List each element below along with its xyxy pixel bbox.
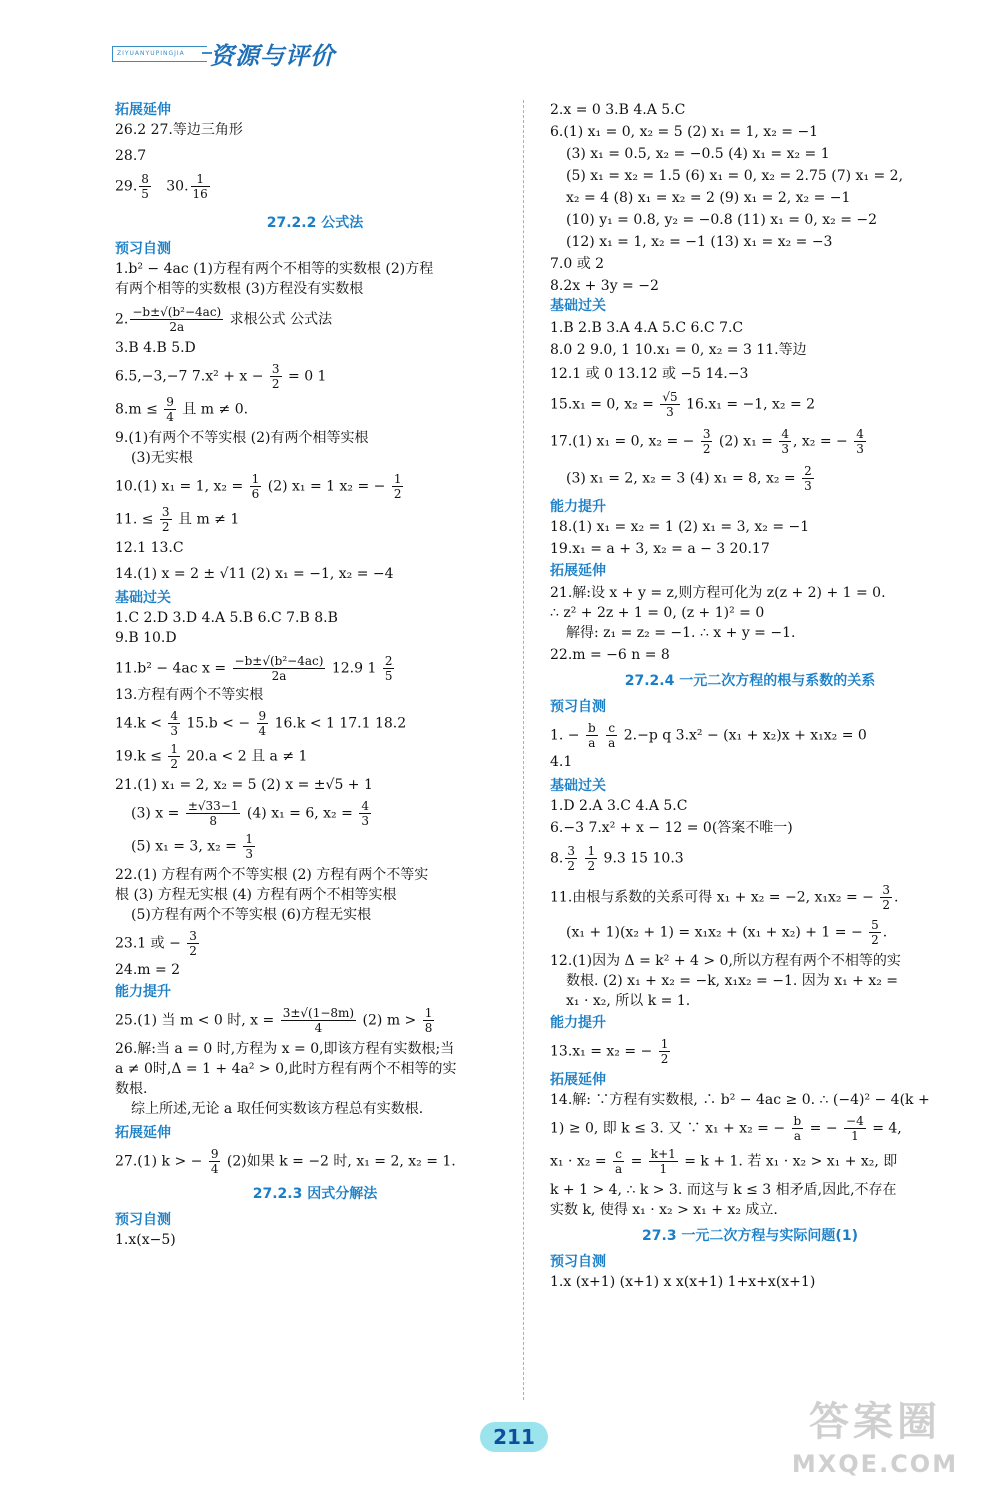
answer-line: 数根. (2) x₁ + x₂ = −k, x₁x₂ = −1. 因为 x₁ + x₂ =	[566, 973, 899, 989]
answer-line: 1. − $\frac{b}{a}$ $\frac{c}{a}$ 2.−p q 3.x² − (x₁ + x₂)x + x₁x₂ = 0	[550, 721, 867, 750]
answer-line: 29. $\frac{8}{5}$ 30. $\frac{1}{16}$	[115, 172, 208, 201]
answer-line: 11.b² − 4ac x = $\frac{\text{−b±√(b²−4ac)}}{2a}$ 12.9 1 $\frac{2}{5}$	[115, 654, 393, 683]
fraction: $\frac{3}{2}$	[271, 362, 280, 391]
fraction: $\frac{c}{a}$	[608, 721, 616, 750]
fraction: $\frac{1}{3}$	[245, 832, 254, 861]
answer-line: 17.(1) x₁ = 0, x₂ = − $\frac{3}{2}$ (2) x₁ = $\frac{4}{3}$ , x₂ = − $\frac{4}{3}$	[550, 427, 864, 456]
answer-line: x₁ · x₂, 所以 k = 1.	[566, 993, 691, 1009]
fraction: $\frac{4}{3}$	[781, 427, 789, 456]
answer-line: 22.(1) 方程有两个不等实根 (2) 方程有两个不等实	[115, 867, 429, 883]
fraction: $\frac{2}{5}$	[384, 654, 393, 683]
answer-line: 12.1 13.C	[115, 540, 184, 556]
answer-line: 解得: z₁ = z₂ = −1. ∴ x + y = −1.	[566, 625, 796, 641]
section-label: 基础过关	[115, 590, 171, 606]
answer-line: (5) x₁ = 3, x₂ = $\frac{1}{3}$	[131, 832, 254, 861]
fraction: $\frac{1}{16}$	[192, 172, 208, 201]
page-header	[112, 36, 362, 70]
page-number: 211	[480, 1422, 548, 1452]
section-title: 27.3 一元二次方程与实际问题(1)	[642, 1228, 858, 1244]
section-label: 能力提升	[550, 499, 606, 515]
section-title: 27.2.3 因式分解法	[252, 1186, 378, 1202]
answer-line: 9.B 10.D	[115, 630, 177, 646]
answer-line: 28.7	[115, 148, 147, 164]
answer-line: 1.x (x+1) (x+1) x x(x+1) 1+x+x(x+1)	[550, 1274, 816, 1290]
fraction: $\frac{8}{5}$	[141, 172, 149, 201]
fraction: $\frac{1}{2}$	[587, 844, 596, 873]
answer-line: 19.x₁ = a + 3, x₂ = a − 3 20.17	[550, 541, 770, 557]
answer-line: 11.由根与系数的关系可得 x₁ + x₂ = −2, x₁x₂ = − $\frac{3}{2}$ .	[550, 883, 899, 912]
fraction: $\frac{-4}{1}$	[846, 1114, 864, 1143]
watermark-top: 答案圈	[809, 1399, 941, 1445]
fraction: $\frac{b}{a}$	[588, 721, 596, 750]
answer-line: 6.5,−3,−7 7.x² + x − $\frac{3}{2}$ = 0 1	[115, 362, 327, 391]
answer-line: 8. $\frac{3}{2}$ $\frac{1}{2}$ 9.3 15 10.3	[550, 844, 684, 873]
answer-line: 1) ≥ 0, 即 k ≤ 3. 又 ∵ x₁ + x₂ = − $\frac{b}{a}$ = − $\frac{-4}{1}$ = 4,	[550, 1114, 902, 1143]
fraction: $\frac{\text{−b±√(b²−4ac)}}{2a}$	[132, 305, 222, 334]
section-label: 能力提升	[115, 984, 171, 1000]
answer-line: a ≠ 0时,Δ = 1 + 4a² > 0,此时方程有两个不相等的实	[115, 1061, 457, 1077]
answer-line: 1.x(x−5)	[115, 1232, 176, 1248]
section-label: 预习自测	[550, 1254, 606, 1270]
section-label: 拓展延伸	[550, 1072, 606, 1088]
fraction: $\frac{\pm√33-1}{8}$	[187, 799, 239, 828]
watermark-logo	[790, 1395, 960, 1495]
fraction: $\frac{9}{4}$	[166, 395, 174, 424]
answer-line: 14.(1) x = 2 ± √11 (2) x₁ = −1, x₂ = −4	[115, 566, 394, 582]
fraction: $\frac{b}{a}$	[793, 1114, 802, 1143]
fraction: $\frac{3}{2}$	[161, 505, 170, 534]
answer-line: 26.解:当 a = 0 时,方程为 x = 0,即该方程有实数根;当	[115, 1041, 455, 1057]
section-label: 拓展延伸	[550, 563, 606, 579]
answer-line: (5)方程有两个不等实根 (6)方程无实根	[131, 907, 372, 923]
fraction: $\frac{3}{2}$	[702, 427, 711, 456]
answer-line: 4.1	[550, 754, 573, 770]
section-label: 基础过关	[550, 778, 606, 794]
fraction: $\frac{c}{a}$	[615, 1147, 623, 1176]
answer-line: 24.m = 2	[115, 962, 181, 978]
answer-line: 1.b² − 4ac (1)方程有两个不相等的实数根 (2)方程	[115, 261, 434, 277]
fraction: $\frac{1}{6}$	[251, 472, 260, 501]
column-divider	[523, 100, 524, 1400]
left-column	[115, 100, 515, 1250]
answer-line: 22.m = −6 n = 8	[550, 647, 670, 663]
answer-line: 25.(1) 当 m < 0 时, x = $\frac{3\pm√(1-8m)}{4}$ (2) m > $\frac{1}{8}$	[115, 1006, 433, 1035]
section-label: 预习自测	[115, 241, 171, 257]
answer-line: 27.(1) k > − $\frac{9}{4}$ (2)如果 k = −2 时, x₁ = 2, x₂ = 1.	[115, 1147, 456, 1176]
fraction: $\frac{√5}{3}$	[662, 390, 678, 419]
answer-line: (3)无实根	[131, 450, 193, 466]
answer-line: 实数 k, 使得 x₁ · x₂ > x₁ + x₂ 成立.	[550, 1202, 778, 1218]
fraction: $\frac{5}{2}$	[871, 918, 879, 947]
fraction: $\frac{\text{−b±√(b²−4ac)}}{2a}$	[234, 654, 324, 683]
answer-line: 11. ≤ $\frac{3}{2}$ 且 m ≠ 1	[115, 505, 240, 534]
answer-line: 12.1 或 0 13.12 或 −5 14.−3	[550, 366, 749, 382]
answer-line: 6.−3 7.x² + x − 12 = 0(答案不唯一)	[550, 820, 793, 836]
fraction: $\frac{4}{3}$	[170, 709, 179, 738]
answer-line: (x₁ + 1)(x₂ + 1) = x₁x₂ + (x₁ + x₂) + 1 = − $\frac{5}{2}$ .	[566, 918, 888, 947]
fraction: $\frac{2}{3}$	[804, 464, 812, 493]
section-label: 基础过关	[550, 298, 606, 314]
answer-line: 21.解:设 x + y = z,则方程可化为 z(z + 2) + 1 = 0.	[550, 585, 886, 601]
answer-line: 12.(1)因为 Δ = k² + 4 > 0,所以方程有两个不相等的实	[550, 953, 901, 969]
answer-line: 1.D 2.A 3.C 4.A 5.C	[550, 798, 688, 814]
section-label: 拓展延伸	[115, 102, 171, 118]
section-label: 拓展延伸	[115, 1125, 171, 1141]
answer-line: 18.(1) x₁ = x₂ = 1 (2) x₁ = 3, x₂ = −1	[550, 519, 810, 535]
answer-line: 8.0 2 9.0, 1 10.x₁ = 0, x₂ = 3 11.等边	[550, 342, 807, 358]
fraction: $\frac{1}{2}$	[393, 472, 402, 501]
answer-line: (3) x₁ = 0.5, x₂ = −0.5 (4) x₁ = x₂ = 1	[566, 146, 830, 162]
header-band: ZIYUANYUPINGJIA	[112, 46, 207, 62]
answer-line: (10) y₁ = 0.8, y₂ = −0.8 (11) x₁ = 0, x₂ = −2	[566, 212, 878, 228]
answer-line: 2. $\frac{\text{−b±√(b²−4ac)}}{2a}$ 求根公式 公式法	[115, 305, 333, 334]
header-title: 资源与评价	[210, 42, 335, 70]
answer-line: 3.B 4.B 5.D	[115, 340, 196, 356]
answer-line: 14.解: ∵方程有实数根, ∴ b² − 4ac ≥ 0. ∴ (−4)² − 4(k +	[550, 1092, 930, 1108]
answer-line: (3) x₁ = 2, x₂ = 3 (4) x₁ = 8, x₂ = $\frac{2}{3}$	[566, 464, 812, 493]
fraction: $\frac{1}{2}$	[170, 742, 179, 771]
answer-line: 13.x₁ = x₂ = − $\frac{1}{2}$	[550, 1037, 669, 1066]
answer-line: 26.2 27.等边三角形	[115, 122, 243, 138]
fraction: $\frac{3}{2}$	[567, 844, 575, 873]
answer-line: ∴ z² + 2z + 1 = 0, (z + 1)² = 0	[550, 605, 765, 621]
answer-line: 1.B 2.B 3.A 4.A 5.C 6.C 7.C	[550, 320, 744, 336]
fraction: $\frac{3}{2}$	[882, 883, 890, 912]
answer-line: 14.k < $\frac{4}{3}$ 15.b < − $\frac{9}{4}$ 16.k < 1 17.1 18.2	[115, 709, 407, 738]
answer-line: x₁ · x₂ = $\frac{c}{a}$ = $\frac{k+1}{1}$ = k + 1. 若 x₁ · x₂ > x₁ + x₂, 即	[550, 1147, 898, 1176]
section-title: 27.2.4 一元二次方程的根与系数的关系	[624, 673, 876, 689]
answer-line: (3) x = $\frac{\pm√33-1}{8}$ (4) x₁ = 6, x₂ = $\frac{4}{3}$	[131, 799, 369, 828]
fraction: $\frac{9}{4}$	[210, 1147, 219, 1176]
answer-line: 21.(1) x₁ = 2, x₂ = 5 (2) x = ±√5 + 1	[115, 777, 373, 793]
fraction: $\frac{9}{4}$	[258, 709, 267, 738]
answer-line: 有两个相等的实数根 (3)方程没有实数根	[115, 281, 364, 297]
answer-line: 13.方程有两个不等实根	[115, 687, 264, 703]
section-label: 能力提升	[550, 1015, 606, 1031]
fraction: $\frac{3\pm√(1-8m)}{4}$	[282, 1006, 355, 1035]
section-title: 27.2.2 公式法	[266, 215, 364, 231]
answer-line: 23.1 或 − $\frac{3}{2}$	[115, 929, 197, 958]
section-label: 预习自测	[550, 699, 606, 715]
answer-line: 9.(1)有两个不等实根 (2)有两个相等实根	[115, 430, 369, 446]
answer-line: 7.0 或 2	[550, 256, 605, 272]
answer-line: 1.C 2.D 3.D 4.A 5.B 6.C 7.B 8.B	[115, 610, 338, 626]
answer-line: x₂ = 4 (8) x₁ = x₂ = 2 (9) x₁ = 2, x₂ = −1	[566, 190, 851, 206]
section-label: 预习自测	[115, 1212, 171, 1228]
fraction: $\frac{k+1}{1}$	[650, 1147, 676, 1176]
answer-line: k + 1 > 4, ∴ k > 3. 而这与 k ≤ 3 相矛盾,因此,不存在	[550, 1182, 897, 1198]
answer-line: (12) x₁ = 1, x₂ = −1 (13) x₁ = x₂ = −3	[566, 234, 833, 250]
fraction: $\frac{4}{3}$	[361, 799, 369, 828]
answer-line: 10.(1) x₁ = 1, x₂ = $\frac{1}{6}$ (2) x₁ = 1 x₂ = − $\frac{1}{2}$	[115, 472, 402, 501]
answer-line: 8.m ≤ $\frac{9}{4}$ 且 m ≠ 0.	[115, 395, 249, 424]
answer-line: 6.(1) x₁ = 0, x₂ = 5 (2) x₁ = 1, x₂ = −1	[550, 124, 819, 140]
fraction: $\frac{1}{2}$	[660, 1037, 669, 1066]
fraction: $\frac{4}{3}$	[856, 427, 864, 456]
right-column	[550, 100, 950, 1292]
answer-line: 15.x₁ = 0, x₂ = $\frac{√5}{3}$ 16.x₁ = −1, x₂ = 2	[550, 390, 816, 419]
answer-line: 数根.	[115, 1081, 148, 1097]
fraction: $\frac{3}{2}$	[189, 929, 197, 958]
answer-line: 2.x = 0 3.B 4.A 5.C	[550, 102, 686, 118]
answer-line: 根 (3) 方程无实根 (4) 方程有两个不相等实根	[115, 887, 397, 903]
watermark-bottom: MXQE.COM	[791, 1450, 959, 1478]
answer-line: 19.k ≤ $\frac{1}{2}$ 20.a < 2 且 a ≠ 1	[115, 742, 308, 771]
answer-line: (5) x₁ = x₂ = 1.5 (6) x₁ = 0, x₂ = 2.75 (7) x₁ = 2,	[566, 168, 904, 184]
answer-line: 8.2x + 3y = −2	[550, 278, 659, 294]
answer-line: 综上所述,无论 a 取任何实数该方程总有实数根.	[131, 1101, 424, 1117]
fraction: $\frac{1}{8}$	[424, 1006, 433, 1035]
